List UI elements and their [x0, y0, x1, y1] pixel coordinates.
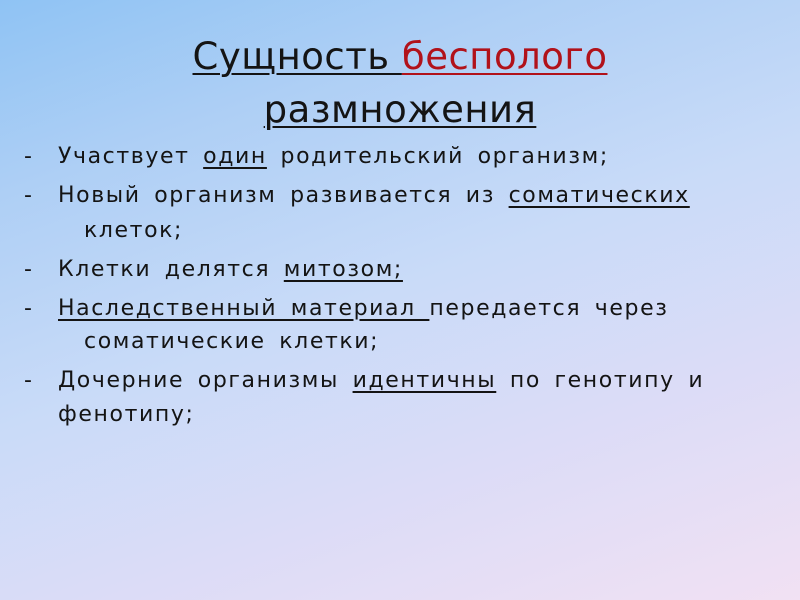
- bullet-dash: -: [24, 144, 34, 169]
- text-segment: передается через: [429, 296, 669, 321]
- text-segment: соматические клетки;: [84, 329, 380, 354]
- list-item: [24, 253, 784, 287]
- list-item: [24, 292, 784, 326]
- list-item: [24, 364, 784, 432]
- title-part-1: Сущность: [192, 35, 402, 78]
- list-item: [24, 179, 784, 213]
- list-item: [24, 140, 784, 174]
- slide-title: [0, 30, 800, 136]
- underlined-text: идентичны: [352, 368, 497, 393]
- text-segment: Новый организм развивается из: [58, 183, 509, 208]
- underlined-text: один: [203, 144, 267, 169]
- bullet-dash: -: [24, 296, 34, 321]
- text-segment: родительский организм;: [266, 144, 609, 169]
- bullet-dash: -: [24, 368, 34, 393]
- underlined-text: соматических: [508, 183, 690, 208]
- text-segment: Дочерние организмы: [58, 368, 353, 393]
- text-segment: по генотипу и фенотипу;: [58, 368, 705, 427]
- list-item-continuation: [24, 325, 784, 359]
- bullet-dash: -: [24, 257, 34, 282]
- title-part-2: размножения: [263, 88, 537, 131]
- text-segment: Участвует: [58, 144, 204, 169]
- title-accent-word: бесполого: [401, 35, 608, 78]
- bullet-dash: -: [24, 183, 34, 208]
- underlined-text: Наследственный материал: [58, 296, 430, 321]
- text-segment: Клетки делятся: [58, 257, 284, 282]
- list-item-continuation: [24, 214, 784, 248]
- text-segment: клеток;: [84, 218, 184, 243]
- bullet-list: [24, 140, 784, 437]
- underlined-text: митозом;: [283, 257, 403, 282]
